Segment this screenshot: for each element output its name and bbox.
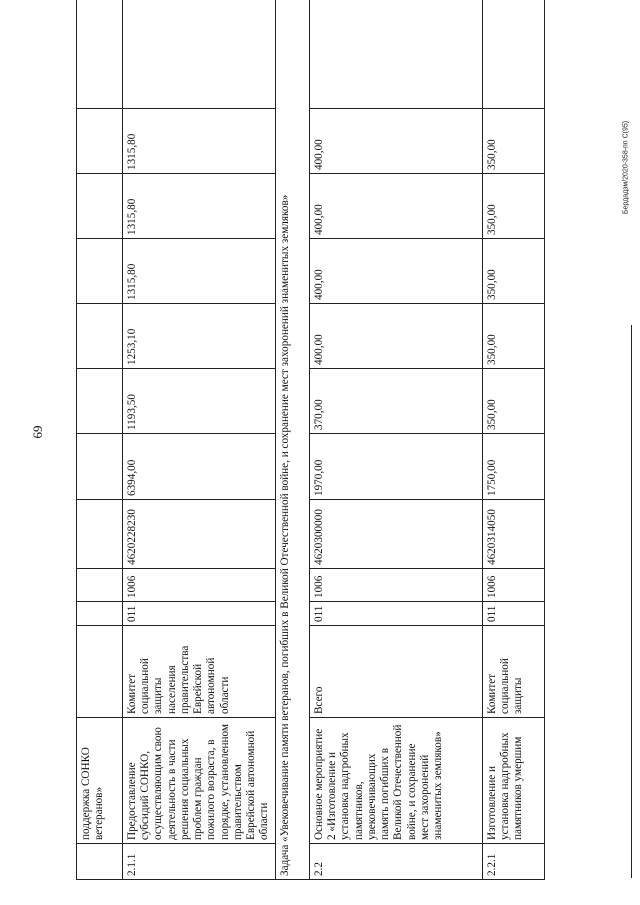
footer-code: Бердадзм/2020-358-пп С(95) <box>622 120 630 215</box>
cell-y2023: 350,00 <box>483 174 545 239</box>
cell-y2025 <box>310 0 483 109</box>
cell-csr <box>77 500 123 569</box>
page-edge-line <box>631 325 632 878</box>
cell-grbs: 011 <box>123 602 276 626</box>
table-row <box>77 0 123 880</box>
cell-executor: Комитет социальной защиты населения правительства Еврейской автономной области <box>123 626 276 718</box>
cell-y2025 <box>483 0 545 109</box>
cell-y2022: 400,00 <box>310 239 483 304</box>
cell-executor: Комитет социальной защиты <box>483 626 545 718</box>
cell-grbs: 011 <box>310 602 483 626</box>
cell-rzpr <box>77 569 123 602</box>
rotated-table-frame <box>76 30 544 880</box>
program-budget-table <box>76 0 545 880</box>
cell-y2023 <box>77 174 123 239</box>
table-row <box>483 0 545 880</box>
cell-csr: 4620228230 <box>123 500 276 569</box>
cell-y2020 <box>77 369 123 434</box>
cell-y2024 <box>77 109 123 174</box>
cell-y2023: 1315,80 <box>123 174 276 239</box>
cell-num: 2.2.1 <box>483 844 545 880</box>
cell-name: поддержка СОНКО ветеранов» <box>77 718 123 844</box>
cell-y2021: 350,00 <box>483 304 545 369</box>
cell-y2022: 350,00 <box>483 239 545 304</box>
cell-y2023: 400,00 <box>310 174 483 239</box>
cell-name: Предоставление субсидий СОНКО, осуществляющим свою деятельность в части решения социальных проблем граждан пожилого возраста, в порядке, установленном правительством Еврейской автономной области <box>123 718 276 844</box>
cell-y2025 <box>123 0 276 109</box>
cell-grbs: 011 <box>483 602 545 626</box>
cell-y2025 <box>77 0 123 109</box>
cell-y2022 <box>77 239 123 304</box>
cell-y2024: 350,00 <box>483 109 545 174</box>
cell-y2024: 1315,80 <box>123 109 276 174</box>
cell-executor <box>77 626 123 718</box>
page-number: 69 <box>30 425 45 439</box>
cell-y2021: 400,00 <box>310 304 483 369</box>
cell-total: 1970,00 <box>310 434 483 500</box>
cell-csr: 4620314050 <box>483 500 545 569</box>
cell-y2024: 400,00 <box>310 109 483 174</box>
cell-rzpr: 1006 <box>123 569 276 602</box>
cell-csr: 4620300000 <box>310 500 483 569</box>
table-row <box>123 0 276 880</box>
cell-y2021: 1253,10 <box>123 304 276 369</box>
cell-total: 6394,00 <box>123 434 276 500</box>
cell-num: 2.2 <box>310 844 483 880</box>
task-row <box>276 0 310 880</box>
table-row <box>310 0 483 880</box>
cell-num: 2.1.1 <box>123 844 276 880</box>
cell-y2020: 1193,50 <box>123 369 276 434</box>
cell-y2020: 370,00 <box>310 369 483 434</box>
cell-rzpr: 1006 <box>310 569 483 602</box>
cell-rzpr: 1006 <box>483 569 545 602</box>
cell-executor: Всего <box>310 626 483 718</box>
cell-num <box>77 844 123 880</box>
cell-total: 1750,00 <box>483 434 545 500</box>
cell-name: Изготовление и установка надгробных памятников умершим <box>483 718 545 844</box>
cell-y2020: 350,00 <box>483 369 545 434</box>
cell-grbs <box>77 602 123 626</box>
cell-total <box>77 434 123 500</box>
cell-y2022: 1315,80 <box>123 239 276 304</box>
cell-y2021 <box>77 304 123 369</box>
cell-name: Основное мероприятие 2 «Изготовление и установка надгробных памятников, увековечивающих память погибших в Великой Отечественной войне, и сохранение мест захоронений знаменитых земляков» <box>310 718 483 844</box>
task-heading: Задача «Увековечивание памяти ветеранов, погибших в Великой Отечественной войне, и сохранение мест захоронений знаменитых земляков» <box>276 0 310 880</box>
